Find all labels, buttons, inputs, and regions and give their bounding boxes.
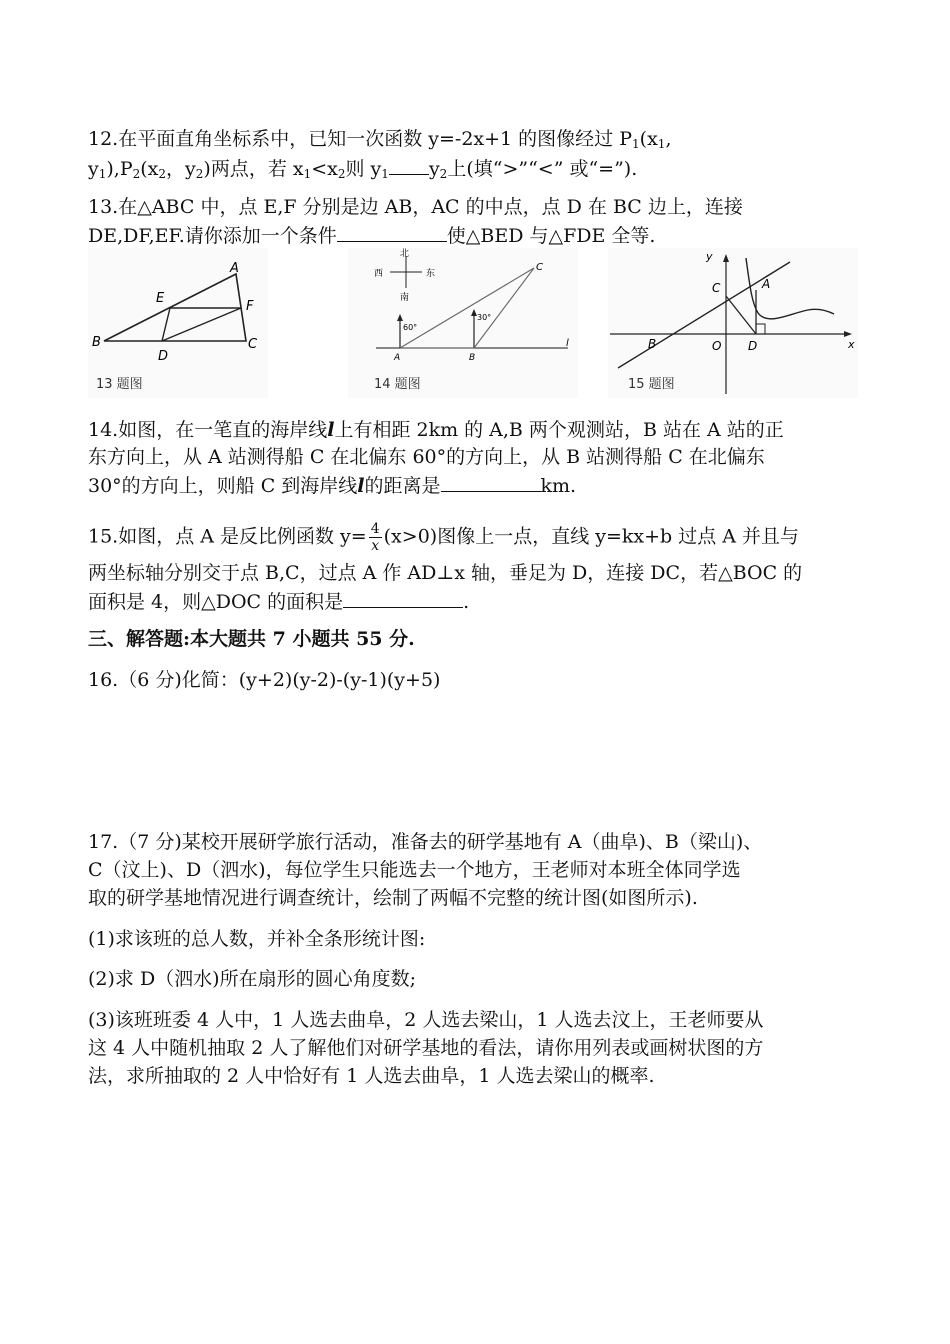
q15-line2: 两坐标轴分别交于点 B,C，过点 A 作 AD⊥x 轴，垂足为 D，连接 DC，若△BOC 的 bbox=[88, 562, 803, 584]
q15-fraction: $\frac{4}{x}$ bbox=[370, 521, 380, 554]
q17-part2: (2)求 D（泗水)所在扇形的圆心角度数; bbox=[88, 968, 417, 990]
q17-part3-line2: 这 4 人中随机抽取 2 人了解他们对研学基地的看法，请你用列表或画树状图的方 bbox=[88, 1037, 764, 1059]
fig14-label-l: l bbox=[566, 338, 569, 349]
fig14-label-a: A bbox=[394, 353, 401, 363]
figures-row bbox=[88, 248, 858, 398]
fig14-label-b: B bbox=[469, 353, 476, 363]
figure-13 bbox=[88, 248, 268, 398]
q17-part3-line3: 法，求所抽取的 2 人中恰好有 1 人选去曲阜，1 人选去梁山的概率. bbox=[88, 1065, 655, 1087]
q14-line1: 14.如图，在一笔直的海岸线l上有相距 2km 的 A,B 两个观测站，B 站在 A 站的正 bbox=[88, 419, 784, 441]
q17-line2: C（汶上)、D（泗水)，每位学生只能选去一个地方，王老师对本班全体同学选 bbox=[88, 859, 741, 881]
fig14-south: 南 bbox=[400, 293, 410, 303]
fig15-label-b: B bbox=[648, 337, 657, 351]
fig14-caption: 14 题图 bbox=[374, 377, 421, 392]
figure-15-diagram bbox=[608, 248, 858, 398]
fig15-label-x: x bbox=[848, 338, 855, 351]
q17-part1: (1)求该班的总人数，并补全条形统计图: bbox=[88, 928, 426, 950]
q17-part3-line1: (3)该班班委 4 人中，1 人选去曲阜，2 人选去梁山，1 人选去汶上，王老师要从 bbox=[88, 1009, 764, 1031]
fig15-label-d: D bbox=[748, 339, 758, 353]
fig15-label-a: A bbox=[762, 277, 771, 291]
q12-line2: $y_1),P_2(x_2$，$y_2$)两点，若 $x_1<x_2$则 $y_1$ $y_2$上(填“>”“<” 或“=”). bbox=[88, 154, 637, 187]
fig14-east: 东 bbox=[426, 269, 436, 279]
figure-15 bbox=[608, 248, 858, 398]
fig13-label-d: D bbox=[158, 349, 169, 364]
fig15-label-y: y bbox=[706, 250, 713, 263]
q16: 16.（6 分)化简：(y+2)(y-2)-(y-1)(y+5) bbox=[88, 669, 441, 691]
q15-line3: 面积是 4，则△DOC 的面积是 . bbox=[88, 587, 469, 615]
fig15-label-c: C bbox=[712, 281, 721, 295]
q14-line3: 30°的方向上，则船 C 到海岸线l的距离是 km. bbox=[88, 471, 576, 499]
figure-14-diagram bbox=[348, 248, 578, 398]
fig15-label-o: O bbox=[712, 339, 722, 353]
section-3-heading: 三、解答题:本大题共 7 小题共 55 分. bbox=[88, 628, 415, 650]
q13-answer-blank[interactable] bbox=[337, 221, 447, 242]
fig14-label-c: C bbox=[536, 262, 543, 273]
figure-14 bbox=[348, 248, 578, 398]
q13-line1: 13.在△ABC 中，点 E,F 分别是边 AB，AC 的中点，点 D 在 BC 边上，连接 bbox=[88, 196, 743, 218]
fig13-caption: 13 题图 bbox=[96, 377, 143, 392]
q14-line2: 东方向上，从 A 站测得船 C 在北偏东 60°的方向上，从 B 站测得船 C 在北偏东 bbox=[88, 446, 765, 468]
fig14-angle-b: 30° bbox=[477, 313, 492, 322]
q14-answer-blank[interactable] bbox=[441, 471, 541, 492]
q15-line1: 15.如图，点 A 是反比例函数 y= $\frac{4}{x}$ (x>0)图像上一点，直线 y=kx+b 过点 A 并且与 bbox=[88, 521, 800, 554]
q13-line2: DE,DF,EF.请你添加一个条件 使△BED 与△FDE 全等. bbox=[88, 221, 655, 249]
q17-line1: 17.（7 分)某校开展研学旅行活动，准备去的研学基地有 A（曲阜)、B（梁山)、 bbox=[88, 831, 763, 853]
fig15-caption: 15 题图 bbox=[628, 377, 675, 392]
fig14-west: 西 bbox=[374, 269, 384, 279]
q12-answer-blank[interactable] bbox=[389, 154, 429, 175]
fig14-north: 北 bbox=[400, 249, 410, 259]
fig14-angle-a: 60° bbox=[403, 323, 418, 332]
q17-line3: 取的研学基地情况进行调查统计，绘制了两幅不完整的统计图(如图所示). bbox=[88, 887, 698, 909]
fig13-label-e: E bbox=[156, 291, 165, 306]
fig13-label-f: F bbox=[246, 299, 254, 314]
q12-line1: 12.在平面直角坐标系中，已知一次函数 y=-2x+1 的图像经过 $P_1(x_1$, bbox=[88, 128, 672, 151]
q15-answer-blank[interactable] bbox=[343, 587, 463, 608]
fig13-label-a: A bbox=[230, 261, 239, 276]
fig13-label-c: C bbox=[248, 337, 258, 352]
fig13-label-b: B bbox=[92, 335, 101, 350]
figure-13-diagram bbox=[88, 248, 268, 398]
